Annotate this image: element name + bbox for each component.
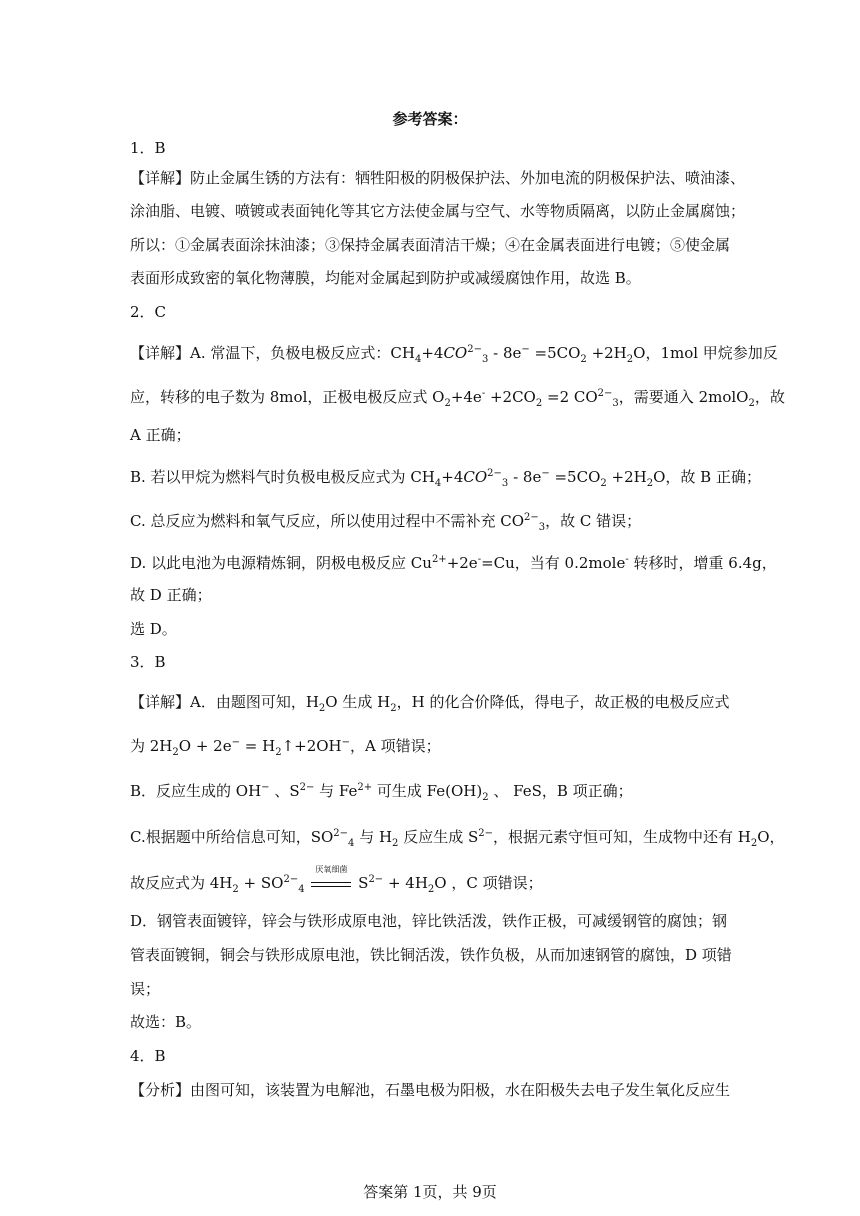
q3-option-d-line-3: 误； — [130, 980, 161, 998]
q2-option-a-line-1: 【详解】A. 常温下，负极电极反应式：$CH_4+4CO^{2-}_3 - 8e^- =5CO_2 +2H_2O$，1mol 甲烷参加反 — [130, 344, 778, 365]
q2-conclusion: 选 D。 — [130, 620, 177, 638]
q3-option-c-line-2: 故反应式为 $4H_2 + SO^{2-}_4$ 厌氧细菌 $S^{2-} + 4H_2O$ ，C 项错误； — [130, 865, 543, 895]
q3-option-d-line-2: 管表面镀铜，铜会与铁形成原电池，铁比铜活泼，铁作负极，从而加速钢管的腐蚀，D 项错 — [130, 946, 732, 964]
q3-option-a-line-2: 为 $2H_2O + 2e^-$ = $H_2↑+2OH^-$，A 项错误； — [130, 737, 441, 758]
q2-option-d-line-1: D. 以此电池为电源精炼铜，阴极电极反应 $Cu^{2+}+2e^-=Cu$，当有 0.2mole- 转移时，增重 6.4g， — [130, 554, 777, 572]
q2-option-d-line-2: 故 D 正确； — [130, 586, 212, 604]
q2-option-a-line-2: 应，转移的电子数为 8mol，正极电极反应式 $O_2+4e^- +2CO_2 =2$ $CO^{2-}_3$，需要通入 2molO$_2$，故 — [130, 388, 785, 409]
q3-answer: 3．B — [130, 653, 166, 671]
q3-conclusion: 故选：B。 — [130, 1013, 202, 1031]
q4-line-1: 【分析】由图可知，该装置为电解池，石墨电极为阳极，水在阳极失去电子发生氧化反应生 — [130, 1081, 731, 1099]
q1-line-1: 【详解】防止金属生锈的方法有：牺牲阳极的阴极保护法、外加电流的阴极保护法、喷油漆、 — [130, 169, 746, 187]
q2-option-c: C. 总反应为燃料和氧气反应，所以使用过程中不需补充 $CO^{2-}_3$，故 C 错误； — [130, 512, 642, 533]
q3-option-c-line-1: C.根据题中所给信息可知，$SO^{2-}_4$ 与 $H_2$ 反应生成 $S^{2-}$，根据元素守恒可知，生成物中还有 $H_2O$， — [130, 828, 785, 849]
q1-line-2: 涂油脂、电镀、喷镀或表面钝化等其它方法使金属与空气、水等物质隔离，以防止金属腐蚀； — [130, 202, 746, 220]
q2-option-a-line-3: A 正确； — [130, 426, 191, 444]
q3-option-b: B．反应生成的 OH− 、$S^{2-}$ 与 $Fe^{2+}$ 可生成 $Fe(OH)_2$ 、 FeS，B 项正确； — [130, 782, 633, 803]
q4-answer: 4．B — [130, 1047, 166, 1065]
q1-line-4: 表面形成致密的氧化物薄膜，均能对金属起到防护或减缓腐蚀作用，故选 B。 — [130, 269, 641, 287]
q3-option-a-line-1: 【详解】A．由题图可知，$H_2O$ 生成 $H_2$，H 的化合价降低，得电子，故正极的电极反应式 — [130, 693, 730, 714]
page-footer: 答案第 1页，共 9页 — [363, 1183, 497, 1201]
page-title: 参考答案： — [392, 110, 468, 128]
q1-line-3: 所以：①金属表面涂抹油漆；③保持金属表面清洁干燥；④在金属表面进行电镀；⑤使金属 — [130, 236, 731, 254]
q3-option-d-line-1: D．钢管表面镀锌，锌会与铁形成原电池，锌比铁活泼，铁作正极，可减缓钢管的腐蚀；钢 — [130, 912, 728, 930]
q1-answer: 1．B — [130, 139, 166, 157]
reaction-condition-arrow: 厌氧细菌 — [309, 873, 353, 893]
q2-option-b: B. 若以甲烷为燃料气时负极电极反应式为 $CH_4+4CO^{2-}_3 - 8e^- =5CO_2 +2H_2O$，故 B 正确； — [130, 468, 761, 489]
q2-answer: 2．C — [130, 303, 167, 321]
